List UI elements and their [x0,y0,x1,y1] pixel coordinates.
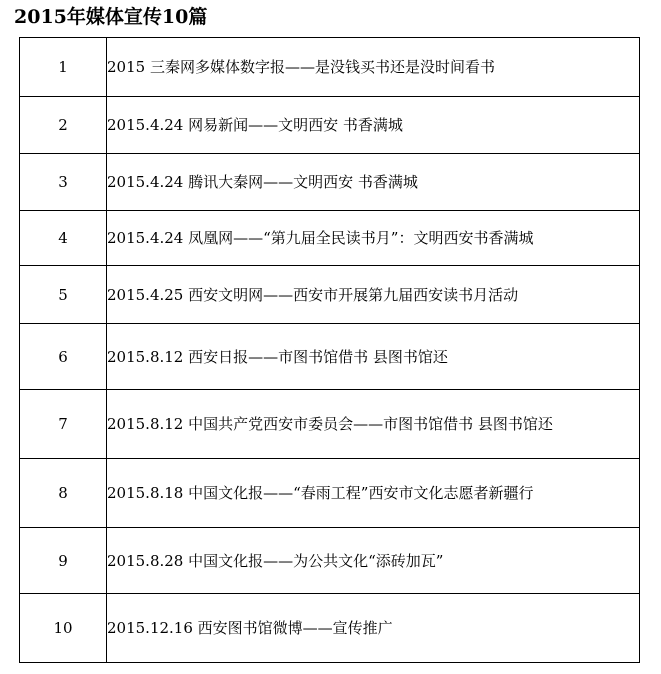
row-text: 2015.4.24 腾讯大秦网——文明西安 书香满城 [107,154,640,211]
row-text: 2015.4.24 凤凰网——“第九届全民读书月”：文明西安书香满城 [107,211,640,266]
table-row [20,324,640,390]
row-text: 2015.4.25 西安文明网——西安市开展第九届西安读书月活动 [107,266,640,324]
row-text: 2015.8.28 中国文化报——为公共文化“添砖加瓦” [107,528,640,594]
row-number: 1 [20,38,107,97]
table-row [20,38,640,97]
table-row [20,266,640,324]
row-text: 2015.8.18 中国文化报——“春雨工程”西安市文化志愿者新疆行 [107,459,640,528]
row-text: 2015 三秦网多媒体数字报——是没钱买书还是没时间看书 [107,38,640,97]
row-text: 2015.4.24 网易新闻——文明西安 书香满城 [107,97,640,154]
row-number: 2 [20,97,107,154]
row-text: 2015.12.16 西安图书馆微博——宣传推广 [107,594,640,663]
table-row [20,528,640,594]
table-row [20,211,640,266]
row-text: 2015.8.12 中国共产党西安市委员会——市图书馆借书 县图书馆还 [107,390,640,459]
row-number: 4 [20,211,107,266]
row-number: 10 [20,594,107,663]
row-number: 6 [20,324,107,390]
row-number: 7 [20,390,107,459]
row-number: 5 [20,266,107,324]
document-title: 2015年媒体宣传10篇 [14,6,208,28]
table-row [20,97,640,154]
table-row [20,390,640,459]
row-number: 3 [20,154,107,211]
row-number: 8 [20,459,107,528]
row-text: 2015.8.12 西安日报——市图书馆借书 县图书馆还 [107,324,640,390]
media-coverage-table [19,37,640,663]
table-row [20,154,640,211]
table-row [20,594,640,663]
table-row [20,459,640,528]
row-number: 9 [20,528,107,594]
